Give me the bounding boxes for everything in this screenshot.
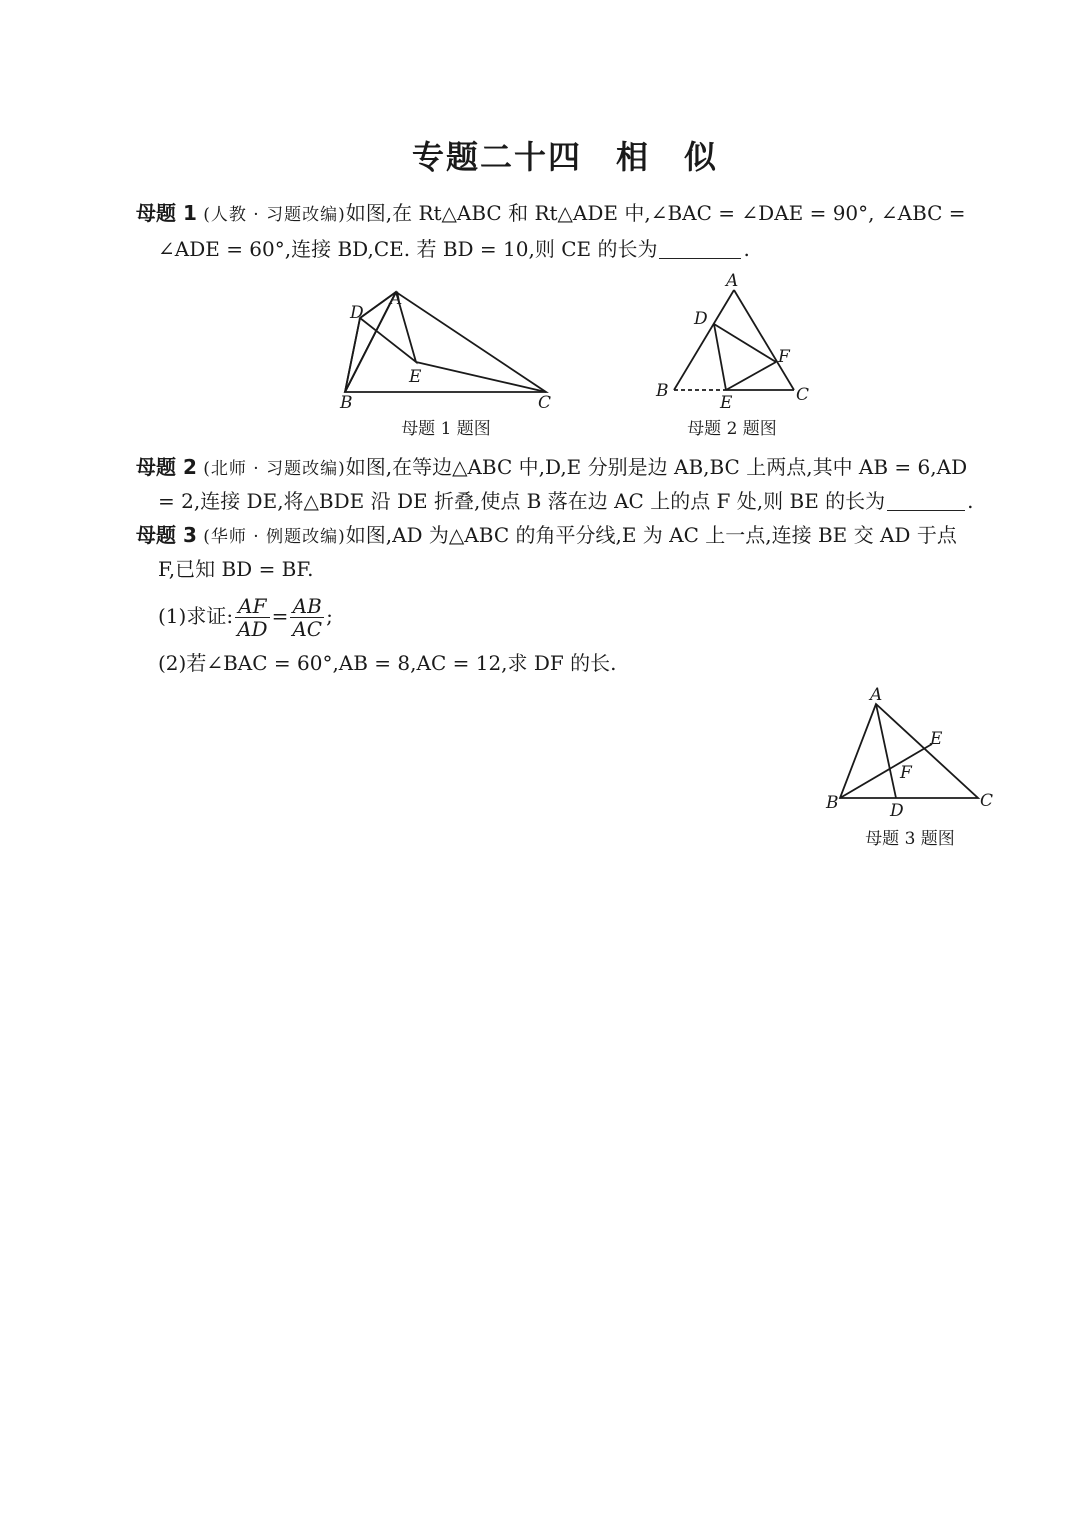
fig2-side-ab	[674, 290, 734, 390]
fig2-label-b: B	[656, 381, 669, 401]
answer-blank-1[interactable]	[659, 238, 741, 259]
fig1-label-b: B	[340, 393, 353, 412]
fraction-1-denominator: AD	[237, 617, 268, 641]
problem-3-source: (华师 · 例题改编)	[203, 527, 346, 547]
fig3-label-e: E	[930, 729, 943, 749]
fig1-label-d: D	[350, 303, 364, 323]
problem-3-question-1	[158, 592, 333, 640]
answer-blank-2[interactable]	[887, 490, 965, 511]
fig2-label-f: F	[778, 347, 790, 367]
problem-1-line-2	[158, 232, 750, 266]
page-title: 专题二十四 相 似	[411, 138, 718, 176]
question-1-prefix: (1)求证:	[158, 604, 234, 628]
fig2-segment-de	[714, 324, 726, 390]
problem-3-label: 母题 3	[136, 523, 197, 547]
figure-3-caption: 母题 3 题图	[865, 829, 955, 849]
fig2-label-d: D	[694, 309, 708, 329]
problem-1-source: (人教 · 习题改编)	[203, 205, 346, 225]
fig1-label-e: E	[409, 367, 422, 387]
fig2-label-a: A	[726, 271, 739, 291]
fig1-triangle-ade	[360, 292, 416, 362]
problem-2-label: 母题 2	[136, 455, 197, 479]
fig3-label-c: C	[980, 791, 994, 811]
fig1-segment-ae-cross	[345, 318, 360, 392]
fig3-label-a: A	[870, 685, 883, 705]
problem-3-line-1	[136, 518, 957, 554]
figure-2-caption: 母题 2 题图	[687, 419, 777, 439]
fig3-segment-ad	[876, 704, 896, 798]
fig2-label-e: E	[720, 393, 733, 410]
figure-1-caption: 母题 1 题图	[401, 419, 491, 439]
problem-1-period: .	[743, 237, 750, 261]
fraction-af-ad	[235, 595, 269, 640]
fraction-ab-ac	[290, 595, 324, 640]
fig2-label-c: C	[796, 385, 810, 405]
fig3-label-f: F	[900, 763, 912, 783]
problem-3-line-2: F,已知 BD = BF.	[158, 557, 314, 581]
fig2-side-ac	[734, 290, 794, 390]
problem-2-source: (北师 · 习题改编)	[203, 459, 346, 479]
fig1-segment-ce	[416, 362, 546, 392]
fig1-label-c: C	[538, 393, 552, 412]
equals-sign: =	[271, 604, 289, 628]
fig1-label-a: A	[390, 289, 403, 309]
problem-2-line-1	[136, 450, 967, 486]
fig2-segment-ef	[726, 362, 776, 390]
fig3-triangle-abc	[840, 704, 978, 798]
problem-1-text-2: ∠ADE = 60°,连接 BD,CE. 若 BD = 10,则 CE 的长为	[158, 237, 658, 261]
fig1-segment-d-to-b	[345, 362, 416, 392]
problem-2-text-1: 如图,在等边△ABC 中,D,E 分别是边 AB,BC 上两点,其中 AB = 6,AD	[345, 455, 968, 479]
problem-2-text-2: = 2,连接 DE,将△BDE 沿 DE 折叠,使点 B 落在边 AC 上的点 F 处,则 BE 的长为	[158, 489, 886, 513]
problem-1-line-1	[136, 196, 966, 232]
fraction-2-denominator: AC	[292, 617, 323, 641]
problem-1-label: 母题 1	[136, 201, 197, 225]
question-1-end: ;	[326, 604, 333, 628]
fraction-1-numerator: AF	[235, 595, 269, 618]
problem-2-period: .	[967, 489, 974, 513]
fraction-2-numerator: AB	[290, 595, 324, 618]
figure-2	[650, 268, 820, 410]
problem-3-question-2: (2)若∠BAC = 60°,AB = 8,AC = 12,求 DF 的长.	[158, 651, 617, 675]
figure-1	[330, 282, 570, 412]
problem-1-text-1: 如图,在 Rt△ABC 和 Rt△ADE 中,∠BAC = ∠DAE = 90°, ∠ABC =	[345, 201, 966, 225]
fig3-label-d: D	[890, 801, 904, 821]
problem-3-text-1: 如图,AD 为△ABC 的角平分线,E 为 AC 上一点,连接 BE 交 AD 于点	[345, 523, 957, 547]
fig3-label-b: B	[826, 793, 839, 813]
figure-3	[820, 682, 1000, 822]
problem-2-line-2	[158, 484, 974, 518]
